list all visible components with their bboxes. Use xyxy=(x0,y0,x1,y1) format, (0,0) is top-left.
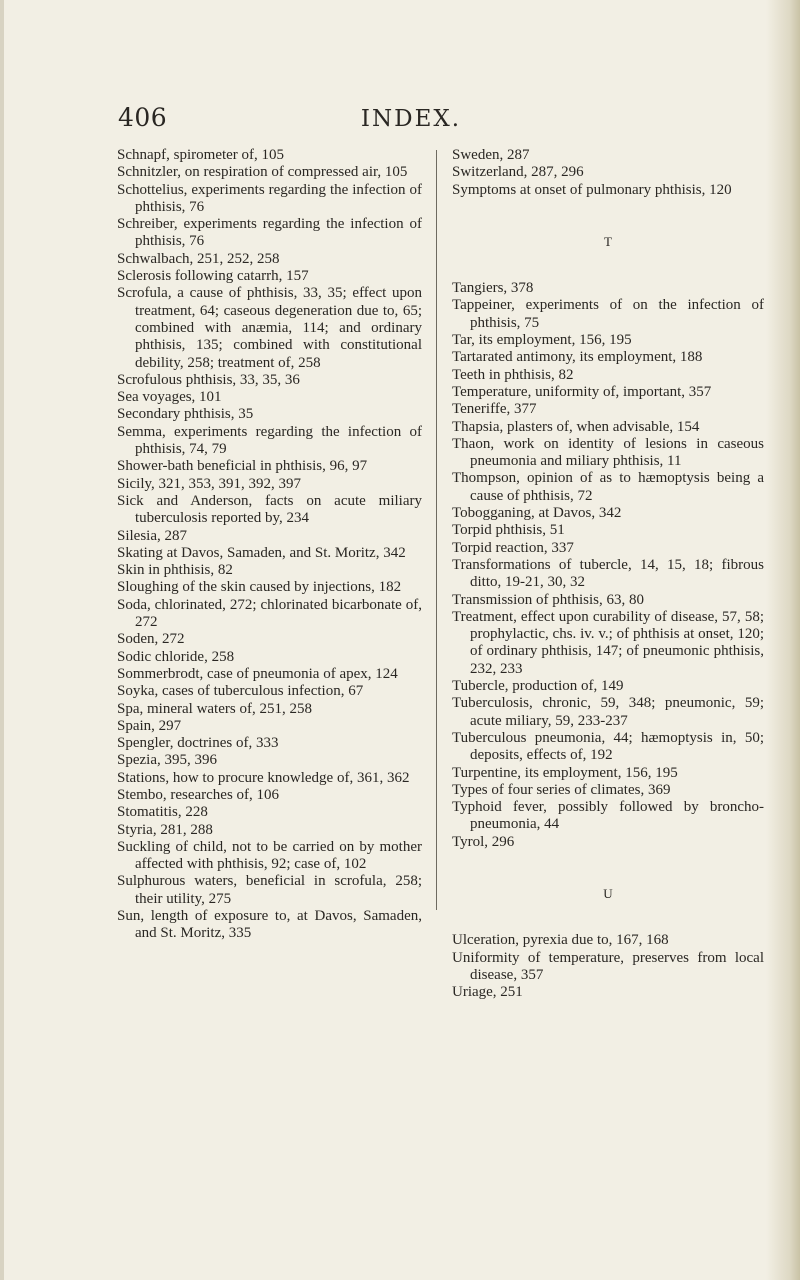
index-entry: Sun, length of exposure to, at Davos, Samaden, and St. Moritz, 335 xyxy=(117,908,422,942)
index-entry: Tangiers, 378 xyxy=(452,280,534,297)
page-header xyxy=(0,103,800,135)
column-divider xyxy=(436,150,437,910)
index-entry: Thapsia, plasters of, when advisable, 154 xyxy=(452,418,700,435)
index-entry: Sicily, 321, 353, 391, 392, 397 xyxy=(117,475,302,492)
index-entry: Shower-bath beneficial in phthisis, 96, 97 xyxy=(117,458,368,475)
index-entry: Spezia, 395, 396 xyxy=(117,752,217,769)
index-entry: Treatment, effect upon curability of disease, 57, 58; prophylactic, chs. iv. v.; of phthisis at onset, 120; of ordinary phthisis, 147; of pneumonic phthisis, 232, 233 xyxy=(452,608,764,677)
index-entry: Stembo, researches of, 106 xyxy=(117,786,280,803)
index-column-right xyxy=(452,147,764,1001)
letter-heading-u: U xyxy=(603,885,613,901)
index-section-t xyxy=(452,280,764,851)
index-entry: Tuberculous pneumonia, 44; hæmoptysis in, 50; deposits, effects of, 192 xyxy=(452,729,764,764)
index-entry: Soyka, cases of tuberculous infection, 67 xyxy=(117,683,364,700)
index-entry: Torpid reaction, 337 xyxy=(452,539,574,556)
page-left-edge xyxy=(0,0,4,1280)
index-entry: Schnapf, spirometer of, 105 xyxy=(117,147,285,163)
index-entry: Switzerland, 287, 296 xyxy=(452,164,584,181)
index-entry: Schreiber, experiments regarding the infection of phthisis, 76 xyxy=(117,216,422,250)
index-section-s-continued xyxy=(452,147,764,199)
index-entry: Sick and Anderson, facts on acute miliary tuberculosis reported by, 234 xyxy=(117,492,422,527)
index-entry: Tubercle, production of, 149 xyxy=(452,678,624,695)
index-entry: Stomatitis, 228 xyxy=(117,804,208,821)
index-entry: Stations, how to procure knowledge of, 361, 362 xyxy=(117,769,410,786)
index-entry: Sclerosis following catarrh, 157 xyxy=(117,268,309,285)
index-entry: Scrofula, a cause of phthisis, 33, 35; effect upon treatment, 64; caseous degeneration due to, 65; combined with anæmia, 114; and ordinary phthisis, 135; combined with constitutional debility, 258; treatment of, 258 xyxy=(117,285,422,371)
page-edge-shadow xyxy=(766,0,800,1280)
index-entry: Silesia, 287 xyxy=(117,527,187,544)
index-entry: Tappeiner, experiments of on the infection of phthisis, 75 xyxy=(452,297,764,331)
index-entry: Uriage, 251 xyxy=(452,984,523,1001)
index-entry: Tyrol, 296 xyxy=(452,833,515,850)
index-entry: Suckling of child, not to be carried on by mother affected with phthisis, 92; case of, 102 xyxy=(117,838,422,873)
index-entry: Spain, 297 xyxy=(117,717,182,734)
page-number: 406 xyxy=(118,103,168,132)
index-entry: Symptoms at onset of pulmonary phthisis, 120 xyxy=(452,181,732,198)
index-entry: Ulceration, pyrexia due to, 167, 168 xyxy=(452,932,669,949)
index-entry: Sea voyages, 101 xyxy=(117,389,222,406)
index-entry: Tar, its employment, 156, 195 xyxy=(452,332,632,349)
index-section-u xyxy=(452,932,764,1001)
index-entry: Teeth in phthisis, 82 xyxy=(452,366,574,383)
index-entry: Skating at Davos, Samaden, and St. Moritz, 342 xyxy=(117,544,406,561)
index-entry: Semma, experiments regarding the infection of phthisis, 74, 79 xyxy=(117,423,422,458)
index-entry: Spengler, doctrines of, 333 xyxy=(117,735,279,752)
index-entry: Soden, 272 xyxy=(117,631,185,648)
index-entry: Thompson, opinion of as to hæmoptysis being a cause of phthisis, 72 xyxy=(452,470,764,504)
index-entry: Transmission of phthisis, 63, 80 xyxy=(452,591,644,608)
index-entry: Styria, 281, 288 xyxy=(117,821,213,838)
index-entry: Spa, mineral waters of, 251, 258 xyxy=(117,700,312,717)
index-entry: Schwalbach, 251, 252, 258 xyxy=(117,250,280,267)
index-entry: Uniformity of temperature, preserves from local disease, 357 xyxy=(452,949,764,983)
index-entry: Turpentine, its employment, 156, 195 xyxy=(452,764,678,781)
index-entry: Scrofulous phthisis, 33, 35, 36 xyxy=(117,371,300,388)
index-entry: Skin in phthisis, 82 xyxy=(117,562,233,579)
index-column-left xyxy=(117,147,422,943)
index-entry: Schnitzler, on respiration of compressed air, 105 xyxy=(117,164,408,181)
index-entry: Transformations of tubercle, 14, 15, 18; fibrous ditto, 19-21, 30, 32 xyxy=(452,556,764,591)
index-entry: Soda, chlorinated, 272; chlorinated bicarbonate of, 272 xyxy=(117,596,422,631)
index-entry: Types of four series of climates, 369 xyxy=(452,781,671,798)
index-entry: Sodic chloride, 258 xyxy=(117,648,235,665)
index-entry: Temperature, uniformity of, important, 357 xyxy=(452,383,712,400)
index-entry: Tobogganing, at Davos, 342 xyxy=(452,505,622,522)
index-entry: Tartarated antimony, its employment, 188 xyxy=(452,349,703,366)
index-entry: Sloughing of the skin caused by injections, 182 xyxy=(117,579,402,596)
letter-heading-t: T xyxy=(604,233,612,249)
index-entry: Tuberculosis, chronic, 59, 348; pneumonic, 59; acute miliary, 59, 233-237 xyxy=(452,695,764,729)
index-entry: Teneriffe, 377 xyxy=(452,401,537,418)
index-entry: Thaon, work on identity of lesions in caseous pneumonia and miliary phthisis, 11 xyxy=(452,435,764,470)
index-entry: Sulphurous waters, beneficial in scrofula, 258; their utility, 275 xyxy=(117,873,422,907)
index-entry: Sweden, 287 xyxy=(452,147,530,163)
index-entry: Secondary phthisis, 35 xyxy=(117,406,254,423)
running-title: INDEX. xyxy=(360,106,462,132)
index-entry: Typhoid fever, possibly followed by broncho-pneumonia, 44 xyxy=(452,799,764,833)
index-entry: Schottelius, experiments regarding the infection of phthisis, 76 xyxy=(117,181,422,215)
index-entry: Torpid phthisis, 51 xyxy=(452,522,565,539)
index-entry: Sommerbrodt, case of pneumonia of apex, 124 xyxy=(117,665,398,682)
